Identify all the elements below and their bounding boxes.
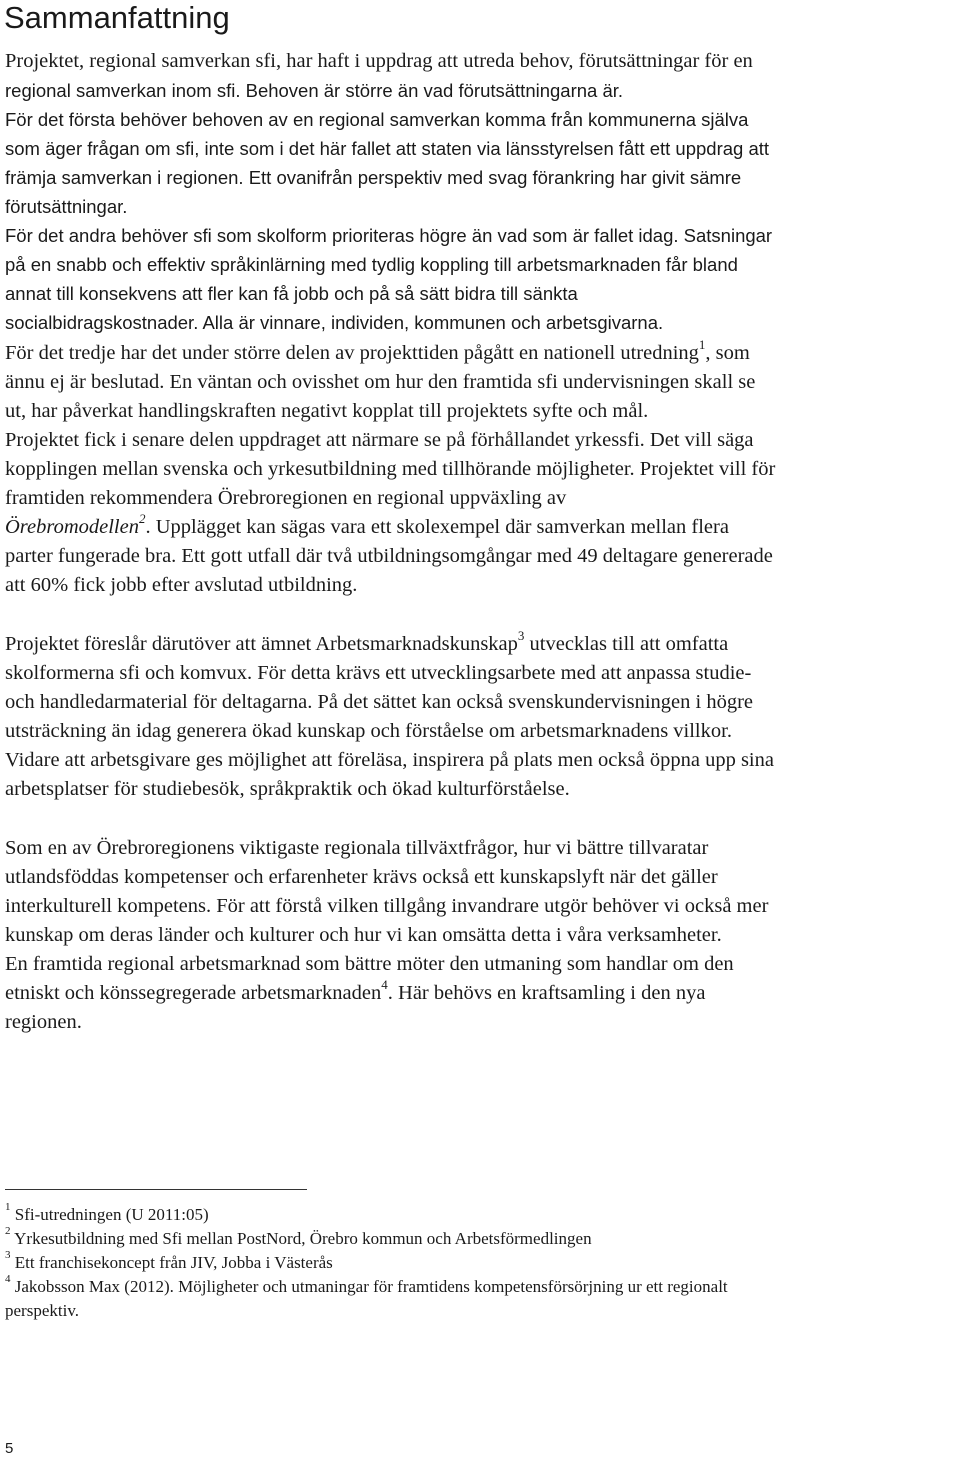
footnote-ref: 4	[381, 977, 388, 993]
text-line: Vidare att arbetsgivare ges möjlighet att föreläsa, inspirera på plats men också öppna upp sina	[5, 749, 774, 771]
paragraph-fifth	[5, 834, 955, 1037]
paragraph-intro-cont	[5, 76, 955, 337]
text-line: utsträckning än idag generera ökad kunskap och förståelse om arbetsmarknadens villkor.	[5, 720, 732, 742]
paragraph-fourth	[5, 630, 955, 804]
footnote-text: Jakobsson Max (2012). Möjligheter och utmaningar för framtidens kompetensförsörjning ur ett regionalt	[14, 1277, 728, 1296]
footnote-3	[5, 1251, 955, 1275]
text-line: att 60% fick jobb efter avslutad utbildning.	[5, 574, 358, 596]
text-segment: etniskt och könssegregerade arbetsmarknaden	[5, 982, 382, 1004]
text-line: socialbidragskostnader. Alla är vinnare, individen, kommunen och arbetsgivarna.	[5, 312, 664, 333]
text-line	[5, 630, 955, 659]
footnote-number: 3	[5, 1249, 11, 1262]
text-line: arbetsplatser för studiebesök, språkpraktik och ökad kulturförståelse.	[5, 778, 570, 800]
text-line: Projektet, regional samverkan sfi, har haft i uppdrag att utreda behov, förutsättningar för en	[5, 50, 753, 72]
text-line: annat till konsekvens att fler kan få jobb och på så sätt bidra till sänkta	[5, 283, 578, 304]
text-line: kopplingen mellan svenska och yrkesutbildning med tillhörande möjligheter. Projektet vill för	[5, 458, 776, 480]
footnote-number: 2	[5, 1225, 11, 1238]
text-line: interkulturell kompetens. För att förstå vilken tillgång invandrare utgör behöver vi också mer	[5, 895, 769, 917]
page-number: 5	[5, 1440, 14, 1457]
footnote-4	[5, 1275, 955, 1299]
text-line: kunskap om deras länder och kulturer och hur vi kan omsätta detta i våra verksamheter.	[5, 924, 722, 946]
footnote-separator	[5, 1189, 307, 1190]
text-line	[5, 979, 955, 1008]
text-line: För det andra behöver sfi som skolform prioriteras högre än vad som är fallet idag. Satsningar	[5, 225, 773, 246]
text-line: utlandsföddas kompetenser och erfarenheter krävs också ett kunskapslyft när det gäller	[5, 866, 718, 888]
text-segment: , som	[705, 342, 750, 364]
paragraph-third	[5, 339, 955, 600]
text-line: regionen.	[5, 1011, 82, 1033]
paragraph-intro	[5, 47, 955, 76]
text-line: främja samverkan i regionen. Ett ovanifrån perspektiv med svag förankring har givit sämre	[5, 167, 742, 188]
text-line	[5, 339, 955, 368]
text-line: skolformerna sfi och komvux. För detta krävs ett utvecklingsarbete med att anpassa studie-	[5, 662, 752, 684]
text-line: på en snabb och effektiv språkinlärning med tydlig koppling till arbetsmarknaden får bland	[5, 254, 738, 275]
text-line: Projektet fick i senare delen uppdraget att närmare se på förhållandet yrkessfi. Det vill säga	[5, 429, 754, 451]
footnote-2	[5, 1227, 955, 1251]
text-line: parter fungerade bra. Ett gott utfall där två utbildningsomgångar med 49 deltagare genererade	[5, 545, 773, 567]
footnote-ref: 1	[698, 337, 706, 353]
text-line: som äger frågan om sfi, inte som i det här fallet att staten via länsstyrelsen fått ett uppdrag att	[5, 138, 770, 159]
footnotes	[5, 1203, 955, 1323]
footnote-ref	[139, 511, 146, 526]
text-line: För det första behöver behoven av en regional samverkan komma från kommunerna själva	[5, 109, 749, 130]
text-line: ännu ej är beslutad. En väntan och ovisshet om hur den framtida sfi undervisningen skall se	[5, 371, 756, 393]
text-line	[5, 513, 955, 542]
text-line: och handledarmaterial för deltagarna. På det sättet kan också svenskundervisningen i högre	[5, 691, 753, 713]
text-line: framtiden rekommendera Örebroregionen en regional uppväxling av	[5, 487, 567, 509]
text-segment-italic: Örebromodellen	[5, 516, 139, 538]
text-segment: utvecklas till att omfatta	[524, 633, 729, 655]
text-segment: För det tredje har det under större delen av projekttiden pågått en nationell utredning	[5, 342, 699, 364]
footnote-4-cont: perspektiv.	[5, 1301, 79, 1320]
footnote-text: Sfi-utredningen (U 2011:05)	[14, 1205, 209, 1224]
page-title: Sammanfattning	[4, 0, 230, 35]
text-line: En framtida regional arbetsmarknad som bättre möter den utmaning som handlar om den	[5, 953, 734, 975]
text-segment: Projektet föreslår därutöver att ämnet Arbetsmarknadskunskap	[5, 633, 518, 655]
footnote-text: Ett franchisekoncept från JIV, Jobba i Västerås	[14, 1253, 333, 1272]
text-segment: . Här behövs en kraftsamling i den nya	[387, 982, 706, 1004]
text-line: Som en av Örebroregionens viktigaste regionala tillväxtfrågor, hur vi bättre tillvaratar	[5, 837, 709, 859]
footnote-ref: 3	[517, 628, 525, 644]
footnote-number: 4	[5, 1273, 11, 1286]
text-segment: . Upplägget kan sägas vara ett skolexempel där samverkan mellan flera	[145, 516, 729, 538]
text-line: regional samverkan inom sfi. Behoven är större än vad förutsättningarna är.	[5, 80, 624, 101]
footnote-number: 1	[5, 1201, 11, 1214]
text-line: ut, har påverkat handlingskraften negativt kopplat till projektets syfte och mål.	[5, 400, 649, 422]
footnote-1	[5, 1203, 955, 1227]
footnote-ref-number: 2	[138, 511, 146, 527]
footnote-text: Yrkesutbildning med Sfi mellan PostNord, Örebro kommun och Arbetsförmedlingen	[14, 1229, 592, 1248]
text-line: förutsättningar.	[5, 196, 128, 217]
